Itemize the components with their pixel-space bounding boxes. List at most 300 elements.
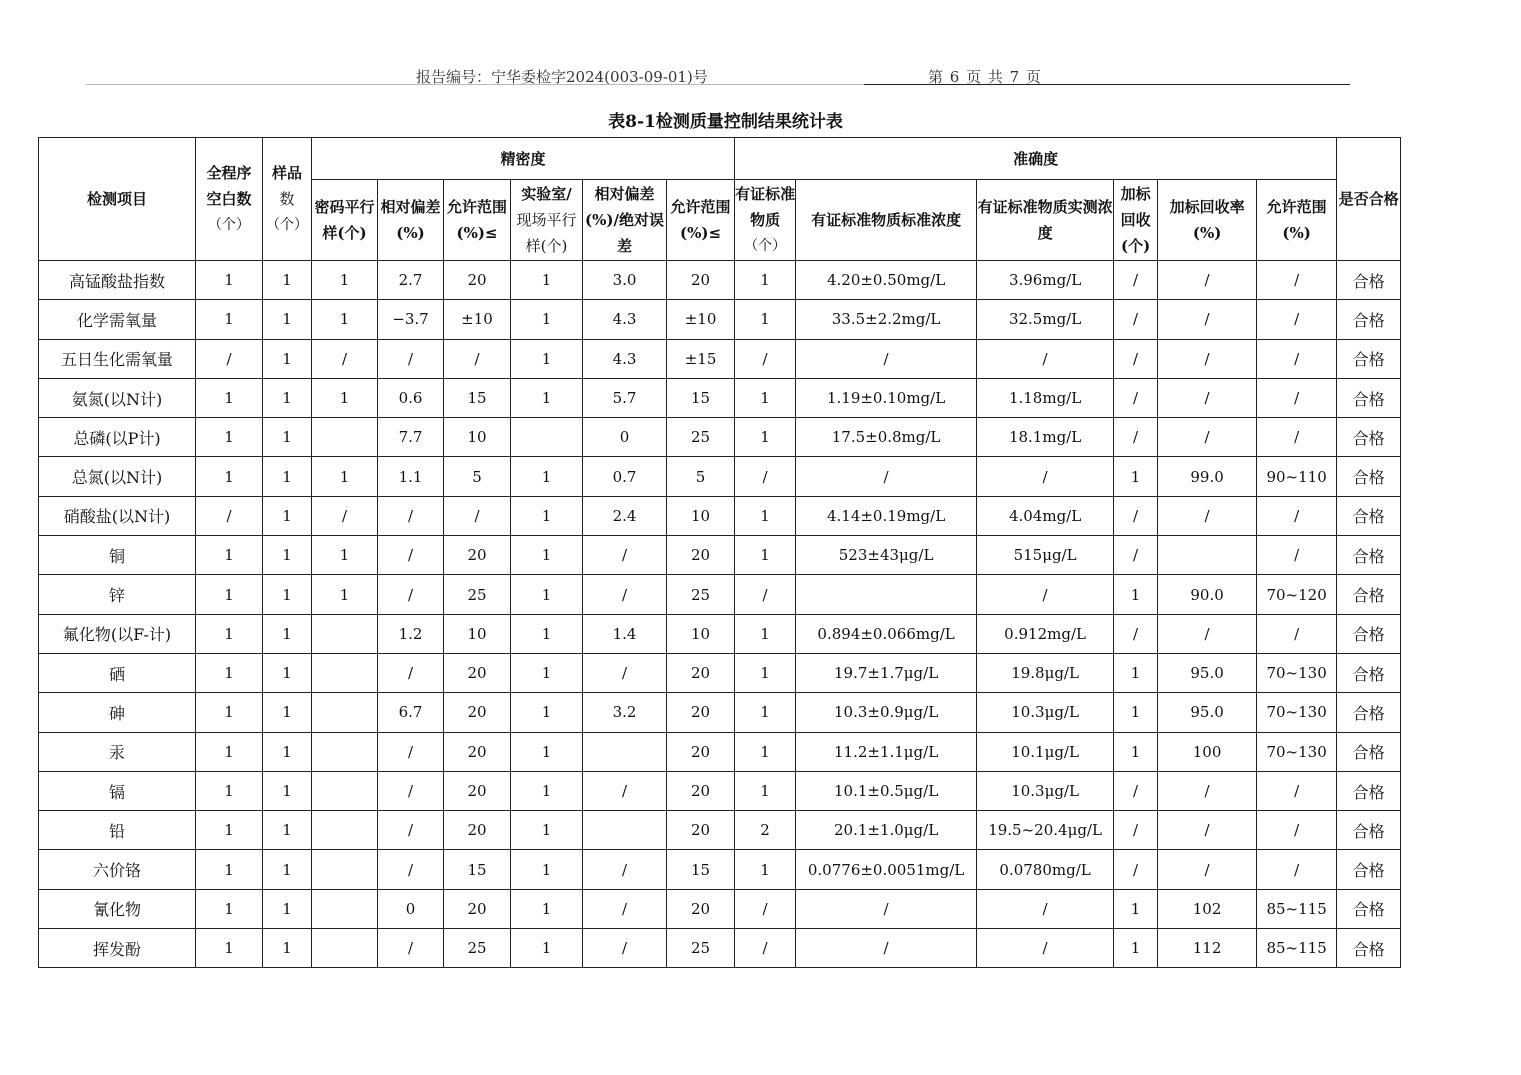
cell-allow-range: 10 [444, 418, 511, 457]
cell-rel-dev: 1.1 [378, 457, 444, 496]
cell-rel-dev: / [378, 575, 444, 614]
cell-spike-range: 70~130 [1257, 653, 1337, 692]
cell-spike-range: 85~115 [1257, 889, 1337, 928]
cell-pass: 合格 [1337, 339, 1401, 378]
cell-lab-rel-dev: 3.2 [583, 693, 667, 732]
cell-crm-count: 1 [735, 300, 796, 339]
cell-pass: 合格 [1337, 929, 1401, 968]
cell-spike-range: 85~115 [1257, 929, 1337, 968]
cell-lab-rel-dev: / [583, 850, 667, 889]
cell-spike-count: / [1114, 614, 1158, 653]
cell-lab-parallel: 1 [511, 771, 583, 810]
cell-crm-std: / [796, 889, 977, 928]
cell-spike-range: / [1257, 378, 1337, 417]
cell-item: 氰化物 [39, 889, 196, 928]
cell-item: 化学需氧量 [39, 300, 196, 339]
cell-lab-parallel: 1 [511, 811, 583, 850]
cell-rel-dev: 0 [378, 889, 444, 928]
cell-sample: 1 [263, 850, 312, 889]
cell-allow-range: 20 [444, 261, 511, 300]
cell-blank: 1 [196, 300, 263, 339]
cell-crm-measured: 10.3μg/L [977, 771, 1114, 810]
col-spike-rate-header: 加标回收率(%) [1158, 180, 1257, 261]
cell-sample: 1 [263, 300, 312, 339]
col-lab-parallel-header: 实验室/ 现场平行样(个) [511, 180, 583, 261]
cell-pass: 合格 [1337, 811, 1401, 850]
cell-crm-std: 10.3±0.9μg/L [796, 693, 977, 732]
cell-sample: 1 [263, 614, 312, 653]
cell-sample: 1 [263, 653, 312, 692]
col-lab-allow-range-header: 允许范围(%)≤ [667, 180, 735, 261]
cell-code-parallel: / [312, 339, 378, 378]
cell-code-parallel [312, 771, 378, 810]
cell-allow-range: 20 [444, 653, 511, 692]
cell-item: 汞 [39, 732, 196, 771]
cell-rel-dev: / [378, 653, 444, 692]
table-row [39, 653, 1401, 692]
cell-item: 锌 [39, 575, 196, 614]
cell-allow-range: 20 [444, 693, 511, 732]
cell-spike-rate: 95.0 [1158, 693, 1257, 732]
cell-blank: 1 [196, 575, 263, 614]
table-row [39, 771, 1401, 810]
cell-lab-allow-range: 20 [667, 771, 735, 810]
table-title: 表8-1检测质量控制结果统计表 [608, 112, 843, 132]
table-row [39, 929, 1401, 968]
cell-lab-parallel: 1 [511, 300, 583, 339]
cell-allow-range: 20 [444, 732, 511, 771]
cell-spike-count: 1 [1114, 653, 1158, 692]
cell-lab-rel-dev: 0 [583, 418, 667, 457]
cell-spike-count: / [1114, 261, 1158, 300]
cell-lab-rel-dev: 4.3 [583, 300, 667, 339]
col-crm-std-header: 有证标准物质标准浓度 [796, 180, 977, 261]
cell-lab-allow-range: 5 [667, 457, 735, 496]
cell-code-parallel [312, 850, 378, 889]
cell-code-parallel [312, 889, 378, 928]
cell-spike-count: / [1114, 339, 1158, 378]
cell-blank: / [196, 339, 263, 378]
cell-crm-measured: 10.1μg/L [977, 732, 1114, 771]
cell-crm-std [796, 575, 977, 614]
cell-crm-count: 1 [735, 261, 796, 300]
col-spike-range-header: 允许范围(%) [1257, 180, 1337, 261]
cell-lab-parallel: 1 [511, 693, 583, 732]
cell-spike-rate: 99.0 [1158, 457, 1257, 496]
cell-code-parallel [312, 653, 378, 692]
cell-sample: 1 [263, 378, 312, 417]
cell-code-parallel: 1 [312, 575, 378, 614]
cell-lab-rel-dev: / [583, 653, 667, 692]
cell-lab-rel-dev: 5.7 [583, 378, 667, 417]
cell-allow-range: 20 [444, 889, 511, 928]
cell-crm-measured: / [977, 339, 1114, 378]
cell-code-parallel [312, 811, 378, 850]
cell-lab-parallel [511, 418, 583, 457]
cell-lab-parallel: 1 [511, 653, 583, 692]
cell-blank: 1 [196, 693, 263, 732]
cell-crm-std: 0.894±0.066mg/L [796, 614, 977, 653]
cell-lab-allow-range: 15 [667, 850, 735, 889]
cell-item: 高锰酸盐指数 [39, 261, 196, 300]
table-row [39, 457, 1401, 496]
cell-crm-std: 1.19±0.10mg/L [796, 378, 977, 417]
col-lab-rel-dev-header: 相对偏差(%)/绝对误差 [583, 180, 667, 261]
cell-allow-range: 15 [444, 850, 511, 889]
cell-crm-measured: 32.5mg/L [977, 300, 1114, 339]
cell-spike-count: / [1114, 536, 1158, 575]
cell-spike-range: / [1257, 536, 1337, 575]
cell-spike-rate: 112 [1158, 929, 1257, 968]
cell-item: 五日生化需氧量 [39, 339, 196, 378]
table-row [39, 614, 1401, 653]
cell-crm-std: / [796, 929, 977, 968]
table-row [39, 575, 1401, 614]
cell-code-parallel: 1 [312, 261, 378, 300]
cell-spike-rate: 102 [1158, 889, 1257, 928]
cell-pass: 合格 [1337, 261, 1401, 300]
cell-sample: 1 [263, 261, 312, 300]
cell-pass: 合格 [1337, 536, 1401, 575]
cell-pass: 合格 [1337, 496, 1401, 535]
cell-sample: 1 [263, 732, 312, 771]
cell-sample: 1 [263, 771, 312, 810]
cell-crm-count: 1 [735, 536, 796, 575]
cell-item: 硒 [39, 653, 196, 692]
cell-pass: 合格 [1337, 457, 1401, 496]
cell-crm-measured: 0.912mg/L [977, 614, 1114, 653]
cell-spike-rate: / [1158, 850, 1257, 889]
col-item-header: 检测项目 [39, 138, 196, 261]
cell-crm-count: / [735, 339, 796, 378]
cell-crm-measured: 4.04mg/L [977, 496, 1114, 535]
cell-sample: 1 [263, 457, 312, 496]
table-row [39, 378, 1401, 417]
cell-crm-std: 0.0776±0.0051mg/L [796, 850, 977, 889]
cell-code-parallel [312, 418, 378, 457]
cell-lab-rel-dev: 4.3 [583, 339, 667, 378]
cell-lab-rel-dev: 1.4 [583, 614, 667, 653]
cell-lab-rel-dev: / [583, 771, 667, 810]
cell-lab-rel-dev: / [583, 575, 667, 614]
cell-blank: 1 [196, 732, 263, 771]
cell-spike-range: / [1257, 614, 1337, 653]
cell-lab-allow-range: 20 [667, 261, 735, 300]
cell-allow-range: 20 [444, 811, 511, 850]
table-row [39, 536, 1401, 575]
cell-crm-std: 523±43μg/L [796, 536, 977, 575]
cell-sample: 1 [263, 418, 312, 457]
cell-blank: 1 [196, 771, 263, 810]
cell-item: 砷 [39, 693, 196, 732]
cell-crm-count: 1 [735, 378, 796, 417]
cell-lab-rel-dev: 2.4 [583, 496, 667, 535]
cell-lab-parallel: 1 [511, 536, 583, 575]
cell-spike-count: 1 [1114, 693, 1158, 732]
table-row [39, 496, 1401, 535]
cell-crm-std: 4.14±0.19mg/L [796, 496, 977, 535]
cell-crm-std: 10.1±0.5μg/L [796, 771, 977, 810]
cell-crm-std: 20.1±1.0μg/L [796, 811, 977, 850]
cell-spike-rate: 100 [1158, 732, 1257, 771]
cell-crm-measured: 1.18mg/L [977, 378, 1114, 417]
cell-crm-count: / [735, 457, 796, 496]
cell-rel-dev: / [378, 850, 444, 889]
cell-crm-measured: 19.8μg/L [977, 653, 1114, 692]
cell-lab-parallel: 1 [511, 614, 583, 653]
cell-item: 铅 [39, 811, 196, 850]
cell-crm-count: 2 [735, 811, 796, 850]
cell-lab-allow-range: 20 [667, 653, 735, 692]
qc-results-table [38, 137, 1401, 968]
cell-lab-allow-range: 25 [667, 575, 735, 614]
cell-pass: 合格 [1337, 575, 1401, 614]
cell-crm-measured: 10.3μg/L [977, 693, 1114, 732]
cell-lab-parallel: 1 [511, 457, 583, 496]
cell-item: 硝酸盐(以N计) [39, 496, 196, 535]
cell-sample: 1 [263, 929, 312, 968]
table-row [39, 418, 1401, 457]
table-row [39, 339, 1401, 378]
cell-lab-rel-dev: / [583, 889, 667, 928]
cell-spike-rate: / [1158, 378, 1257, 417]
cell-crm-count: 1 [735, 614, 796, 653]
cell-code-parallel: 1 [312, 536, 378, 575]
cell-sample: 1 [263, 693, 312, 732]
cell-blank: 1 [196, 261, 263, 300]
table-row [39, 300, 1401, 339]
cell-pass: 合格 [1337, 378, 1401, 417]
cell-blank: 1 [196, 378, 263, 417]
cell-crm-count: 1 [735, 496, 796, 535]
cell-code-parallel: 1 [312, 378, 378, 417]
table-row [39, 261, 1401, 300]
cell-item: 铜 [39, 536, 196, 575]
cell-crm-count: / [735, 929, 796, 968]
cell-spike-count: 1 [1114, 929, 1158, 968]
cell-spike-range: 70~120 [1257, 575, 1337, 614]
cell-code-parallel: 1 [312, 300, 378, 339]
table-row [39, 693, 1401, 732]
cell-spike-rate: 90.0 [1158, 575, 1257, 614]
cell-rel-dev: / [378, 929, 444, 968]
cell-spike-rate: / [1158, 496, 1257, 535]
cell-lab-parallel: 1 [511, 261, 583, 300]
cell-blank: 1 [196, 929, 263, 968]
cell-rel-dev: / [378, 339, 444, 378]
cell-rel-dev: 1.2 [378, 614, 444, 653]
cell-allow-range: 5 [444, 457, 511, 496]
cell-lab-parallel: 1 [511, 850, 583, 889]
cell-sample: 1 [263, 575, 312, 614]
cell-crm-std: / [796, 339, 977, 378]
cell-spike-rate: / [1158, 771, 1257, 810]
cell-sample: 1 [263, 889, 312, 928]
accuracy-group-header: 准确度 [735, 138, 1337, 180]
cell-lab-allow-range: 20 [667, 693, 735, 732]
cell-lab-rel-dev [583, 732, 667, 771]
cell-code-parallel [312, 614, 378, 653]
cell-code-parallel [312, 732, 378, 771]
cell-spike-range: / [1257, 496, 1337, 535]
cell-spike-range: 70~130 [1257, 732, 1337, 771]
cell-item: 总氮(以N计) [39, 457, 196, 496]
cell-lab-parallel: 1 [511, 575, 583, 614]
cell-spike-range: / [1257, 339, 1337, 378]
cell-sample: 1 [263, 536, 312, 575]
cell-crm-measured: 18.1mg/L [977, 418, 1114, 457]
col-blank-header: 全程序 空白数 （个） [196, 138, 263, 261]
cell-spike-range: / [1257, 300, 1337, 339]
cell-blank: 1 [196, 811, 263, 850]
cell-allow-range: 25 [444, 929, 511, 968]
cell-blank: 1 [196, 653, 263, 692]
cell-allow-range: 15 [444, 378, 511, 417]
cell-spike-count: / [1114, 811, 1158, 850]
cell-pass: 合格 [1337, 889, 1401, 928]
col-crm-count-header: 有证标准物质 （个） [735, 180, 796, 261]
cell-pass: 合格 [1337, 850, 1401, 889]
cell-rel-dev: 2.7 [378, 261, 444, 300]
cell-rel-dev: / [378, 732, 444, 771]
cell-spike-count: / [1114, 771, 1158, 810]
cell-crm-std: 33.5±2.2mg/L [796, 300, 977, 339]
cell-lab-parallel: 1 [511, 378, 583, 417]
cell-pass: 合格 [1337, 732, 1401, 771]
cell-rel-dev: −3.7 [378, 300, 444, 339]
cell-spike-rate: 95.0 [1158, 653, 1257, 692]
cell-code-parallel [312, 929, 378, 968]
cell-spike-rate: / [1158, 614, 1257, 653]
cell-lab-allow-range: 25 [667, 929, 735, 968]
cell-crm-count: 1 [735, 732, 796, 771]
cell-crm-count: 1 [735, 418, 796, 457]
page-header [86, 64, 1350, 86]
cell-lab-allow-range: ±15 [667, 339, 735, 378]
cell-sample: 1 [263, 811, 312, 850]
cell-lab-allow-range: 25 [667, 418, 735, 457]
cell-spike-range: 70~130 [1257, 693, 1337, 732]
cell-blank: / [196, 496, 263, 535]
cell-lab-allow-range: 20 [667, 889, 735, 928]
cell-lab-rel-dev: 3.0 [583, 261, 667, 300]
cell-blank: 1 [196, 418, 263, 457]
cell-spike-count: / [1114, 378, 1158, 417]
cell-allow-range: 20 [444, 536, 511, 575]
cell-item: 挥发酚 [39, 929, 196, 968]
cell-lab-rel-dev: / [583, 536, 667, 575]
page-number: 第 6 页 共 7 页 [928, 68, 1042, 86]
cell-lab-parallel: 1 [511, 889, 583, 928]
cell-rel-dev: / [378, 536, 444, 575]
cell-rel-dev: 0.6 [378, 378, 444, 417]
cell-spike-range: / [1257, 811, 1337, 850]
cell-spike-count: 1 [1114, 732, 1158, 771]
cell-allow-range: 25 [444, 575, 511, 614]
cell-crm-measured: / [977, 575, 1114, 614]
cell-crm-measured: 515μg/L [977, 536, 1114, 575]
cell-spike-count: / [1114, 300, 1158, 339]
cell-spike-rate: / [1158, 418, 1257, 457]
cell-lab-allow-range: 20 [667, 536, 735, 575]
report-number: 报告编号：宁华委检字2024(003-09-01)号 [416, 68, 708, 86]
cell-pass: 合格 [1337, 614, 1401, 653]
table-row [39, 850, 1401, 889]
precision-group-header: 精密度 [312, 138, 735, 180]
cell-spike-range: 90~110 [1257, 457, 1337, 496]
cell-rel-dev: / [378, 771, 444, 810]
cell-lab-rel-dev: 0.7 [583, 457, 667, 496]
cell-crm-std: 4.20±0.50mg/L [796, 261, 977, 300]
cell-spike-rate: / [1158, 261, 1257, 300]
cell-crm-measured: / [977, 457, 1114, 496]
cell-spike-rate [1158, 536, 1257, 575]
cell-crm-measured: 19.5~20.4μg/L [977, 811, 1114, 850]
cell-crm-count: 1 [735, 693, 796, 732]
cell-crm-count: 1 [735, 850, 796, 889]
cell-spike-count: / [1114, 496, 1158, 535]
cell-blank: 1 [196, 614, 263, 653]
cell-lab-allow-range: 20 [667, 732, 735, 771]
cell-spike-rate: / [1158, 811, 1257, 850]
cell-blank: 1 [196, 889, 263, 928]
cell-code-parallel [312, 693, 378, 732]
cell-code-parallel: 1 [312, 457, 378, 496]
cell-item: 氟化物(以F-计) [39, 614, 196, 653]
cell-spike-rate: / [1158, 300, 1257, 339]
cell-crm-measured: 3.96mg/L [977, 261, 1114, 300]
cell-pass: 合格 [1337, 300, 1401, 339]
col-crm-measured-header: 有证标准物质实测浓度 [977, 180, 1114, 261]
cell-lab-rel-dev: / [583, 929, 667, 968]
table-row [39, 889, 1401, 928]
cell-spike-range: / [1257, 850, 1337, 889]
cell-crm-measured: / [977, 929, 1114, 968]
cell-lab-allow-range: 20 [667, 811, 735, 850]
cell-allow-range: / [444, 339, 511, 378]
table-row [39, 732, 1401, 771]
cell-rel-dev: / [378, 811, 444, 850]
cell-crm-measured: 0.0780mg/L [977, 850, 1114, 889]
col-code-parallel-header: 密码平行样(个) [312, 180, 378, 261]
cell-pass: 合格 [1337, 418, 1401, 457]
cell-lab-allow-range: ±10 [667, 300, 735, 339]
cell-rel-dev: / [378, 496, 444, 535]
cell-crm-count: / [735, 889, 796, 928]
cell-sample: 1 [263, 339, 312, 378]
cell-lab-parallel: 1 [511, 496, 583, 535]
cell-lab-allow-range: 10 [667, 496, 735, 535]
col-pass-header: 是否合格 [1337, 138, 1401, 261]
cell-blank: 1 [196, 536, 263, 575]
cell-spike-count: 1 [1114, 575, 1158, 614]
cell-crm-measured: / [977, 889, 1114, 928]
cell-crm-std: 17.5±0.8mg/L [796, 418, 977, 457]
cell-spike-rate: / [1158, 339, 1257, 378]
cell-crm-count: / [735, 575, 796, 614]
cell-blank: 1 [196, 457, 263, 496]
col-allow-range-header: 允许范围(%)≤ [444, 180, 511, 261]
cell-lab-parallel: 1 [511, 732, 583, 771]
cell-crm-count: 1 [735, 653, 796, 692]
cell-lab-allow-range: 10 [667, 614, 735, 653]
cell-lab-rel-dev [583, 811, 667, 850]
cell-spike-range: / [1257, 418, 1337, 457]
col-rel-dev-header: 相对偏差(%) [378, 180, 444, 261]
cell-spike-count: 1 [1114, 457, 1158, 496]
cell-item: 镉 [39, 771, 196, 810]
cell-crm-std: / [796, 457, 977, 496]
